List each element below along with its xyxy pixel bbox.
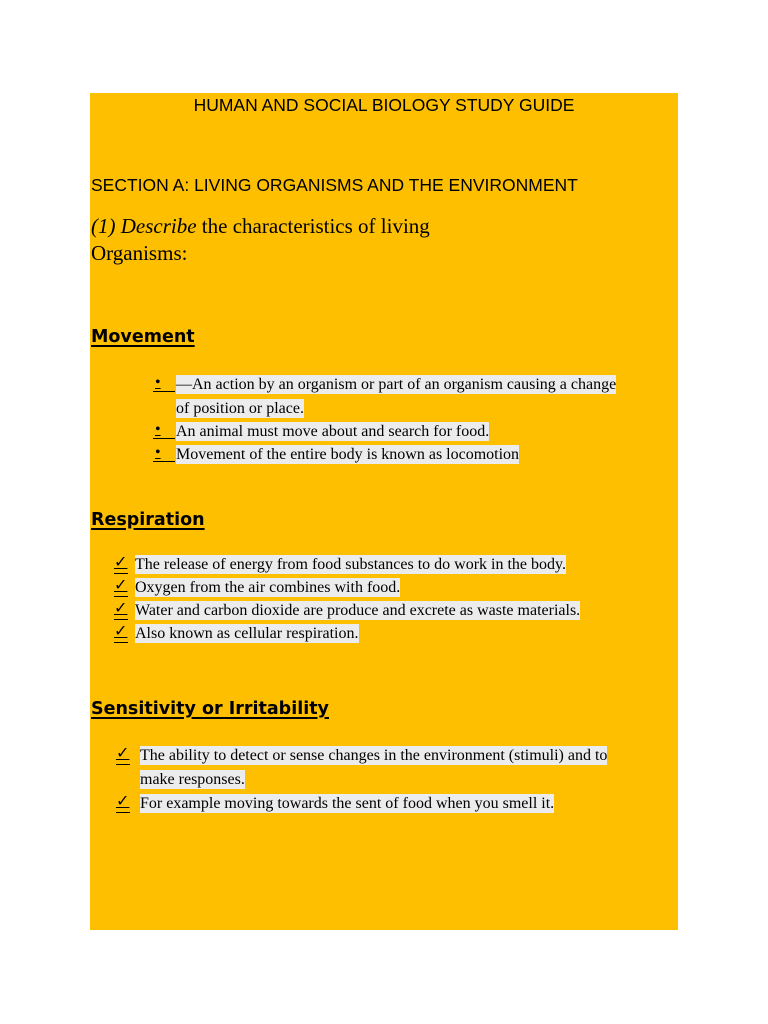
respiration-item-3: Water and carbon dioxide are produce and excrete as waste materials.: [135, 602, 581, 619]
heading-respiration: Respiration: [91, 510, 205, 530]
movement-item-1-line2: of position or place.: [176, 400, 304, 417]
sensitivity-item-2: For example moving towards the sent of food when you smell it.: [140, 795, 555, 812]
document-title: HUMAN AND SOCIAL BIOLOGY STUDY GUIDE: [193, 95, 575, 115]
checkmark-icon: ✓: [114, 622, 128, 643]
list-item: [116, 792, 656, 816]
checkmark-icon: ✓: [116, 744, 130, 765]
list-item: [153, 373, 673, 421]
sensitivity-item-1-line2: make responses.: [140, 771, 245, 788]
checkmark-icon: ✓: [114, 576, 128, 597]
question-line1: the characteristics of living: [196, 214, 430, 238]
respiration-list: [114, 553, 654, 645]
list-item: [116, 744, 656, 792]
movement-list: [153, 373, 673, 466]
list-item: [114, 553, 654, 576]
bullet-icon: •: [153, 373, 175, 392]
checkmark-icon: ✓: [114, 599, 128, 620]
respiration-item-4: Also known as cellular respiration.: [135, 625, 359, 642]
list-item: [114, 622, 654, 645]
respiration-item-1: The release of energy from food substances to do work in the body.: [135, 556, 566, 573]
heading-sensitivity: Sensitivity or Irritability: [91, 699, 329, 719]
question-text: [91, 213, 571, 267]
bullet-icon: •: [153, 443, 175, 462]
question-line2: Organisms:: [91, 241, 188, 265]
list-item: [114, 599, 654, 622]
document-page: [90, 93, 678, 930]
checkmark-icon: ✓: [114, 553, 128, 574]
checkmark-icon: ✓: [116, 792, 130, 813]
sensitivity-list: [116, 744, 656, 816]
question-prefix: (1) Describe: [91, 214, 197, 238]
movement-item-3: Movement of the entire body is known as locomotion: [176, 446, 520, 463]
sensitivity-item-1-line1: The ability to detect or sense changes in the environment (stimuli) and to: [140, 747, 608, 764]
section-title: SECTION A: LIVING ORGANISMS AND THE ENVIRONMENT: [91, 175, 578, 195]
movement-item-1-line1: —An action by an organism or part of an organism causing a change: [176, 376, 617, 393]
movement-item-2: An animal must move about and search for food.: [176, 423, 490, 440]
respiration-item-2: Oxygen from the air combines with food.: [135, 579, 401, 596]
list-item: [153, 420, 673, 444]
heading-movement: Movement: [91, 327, 195, 347]
list-item: [114, 576, 654, 599]
list-item: [153, 443, 673, 467]
bullet-icon: •: [153, 420, 175, 439]
